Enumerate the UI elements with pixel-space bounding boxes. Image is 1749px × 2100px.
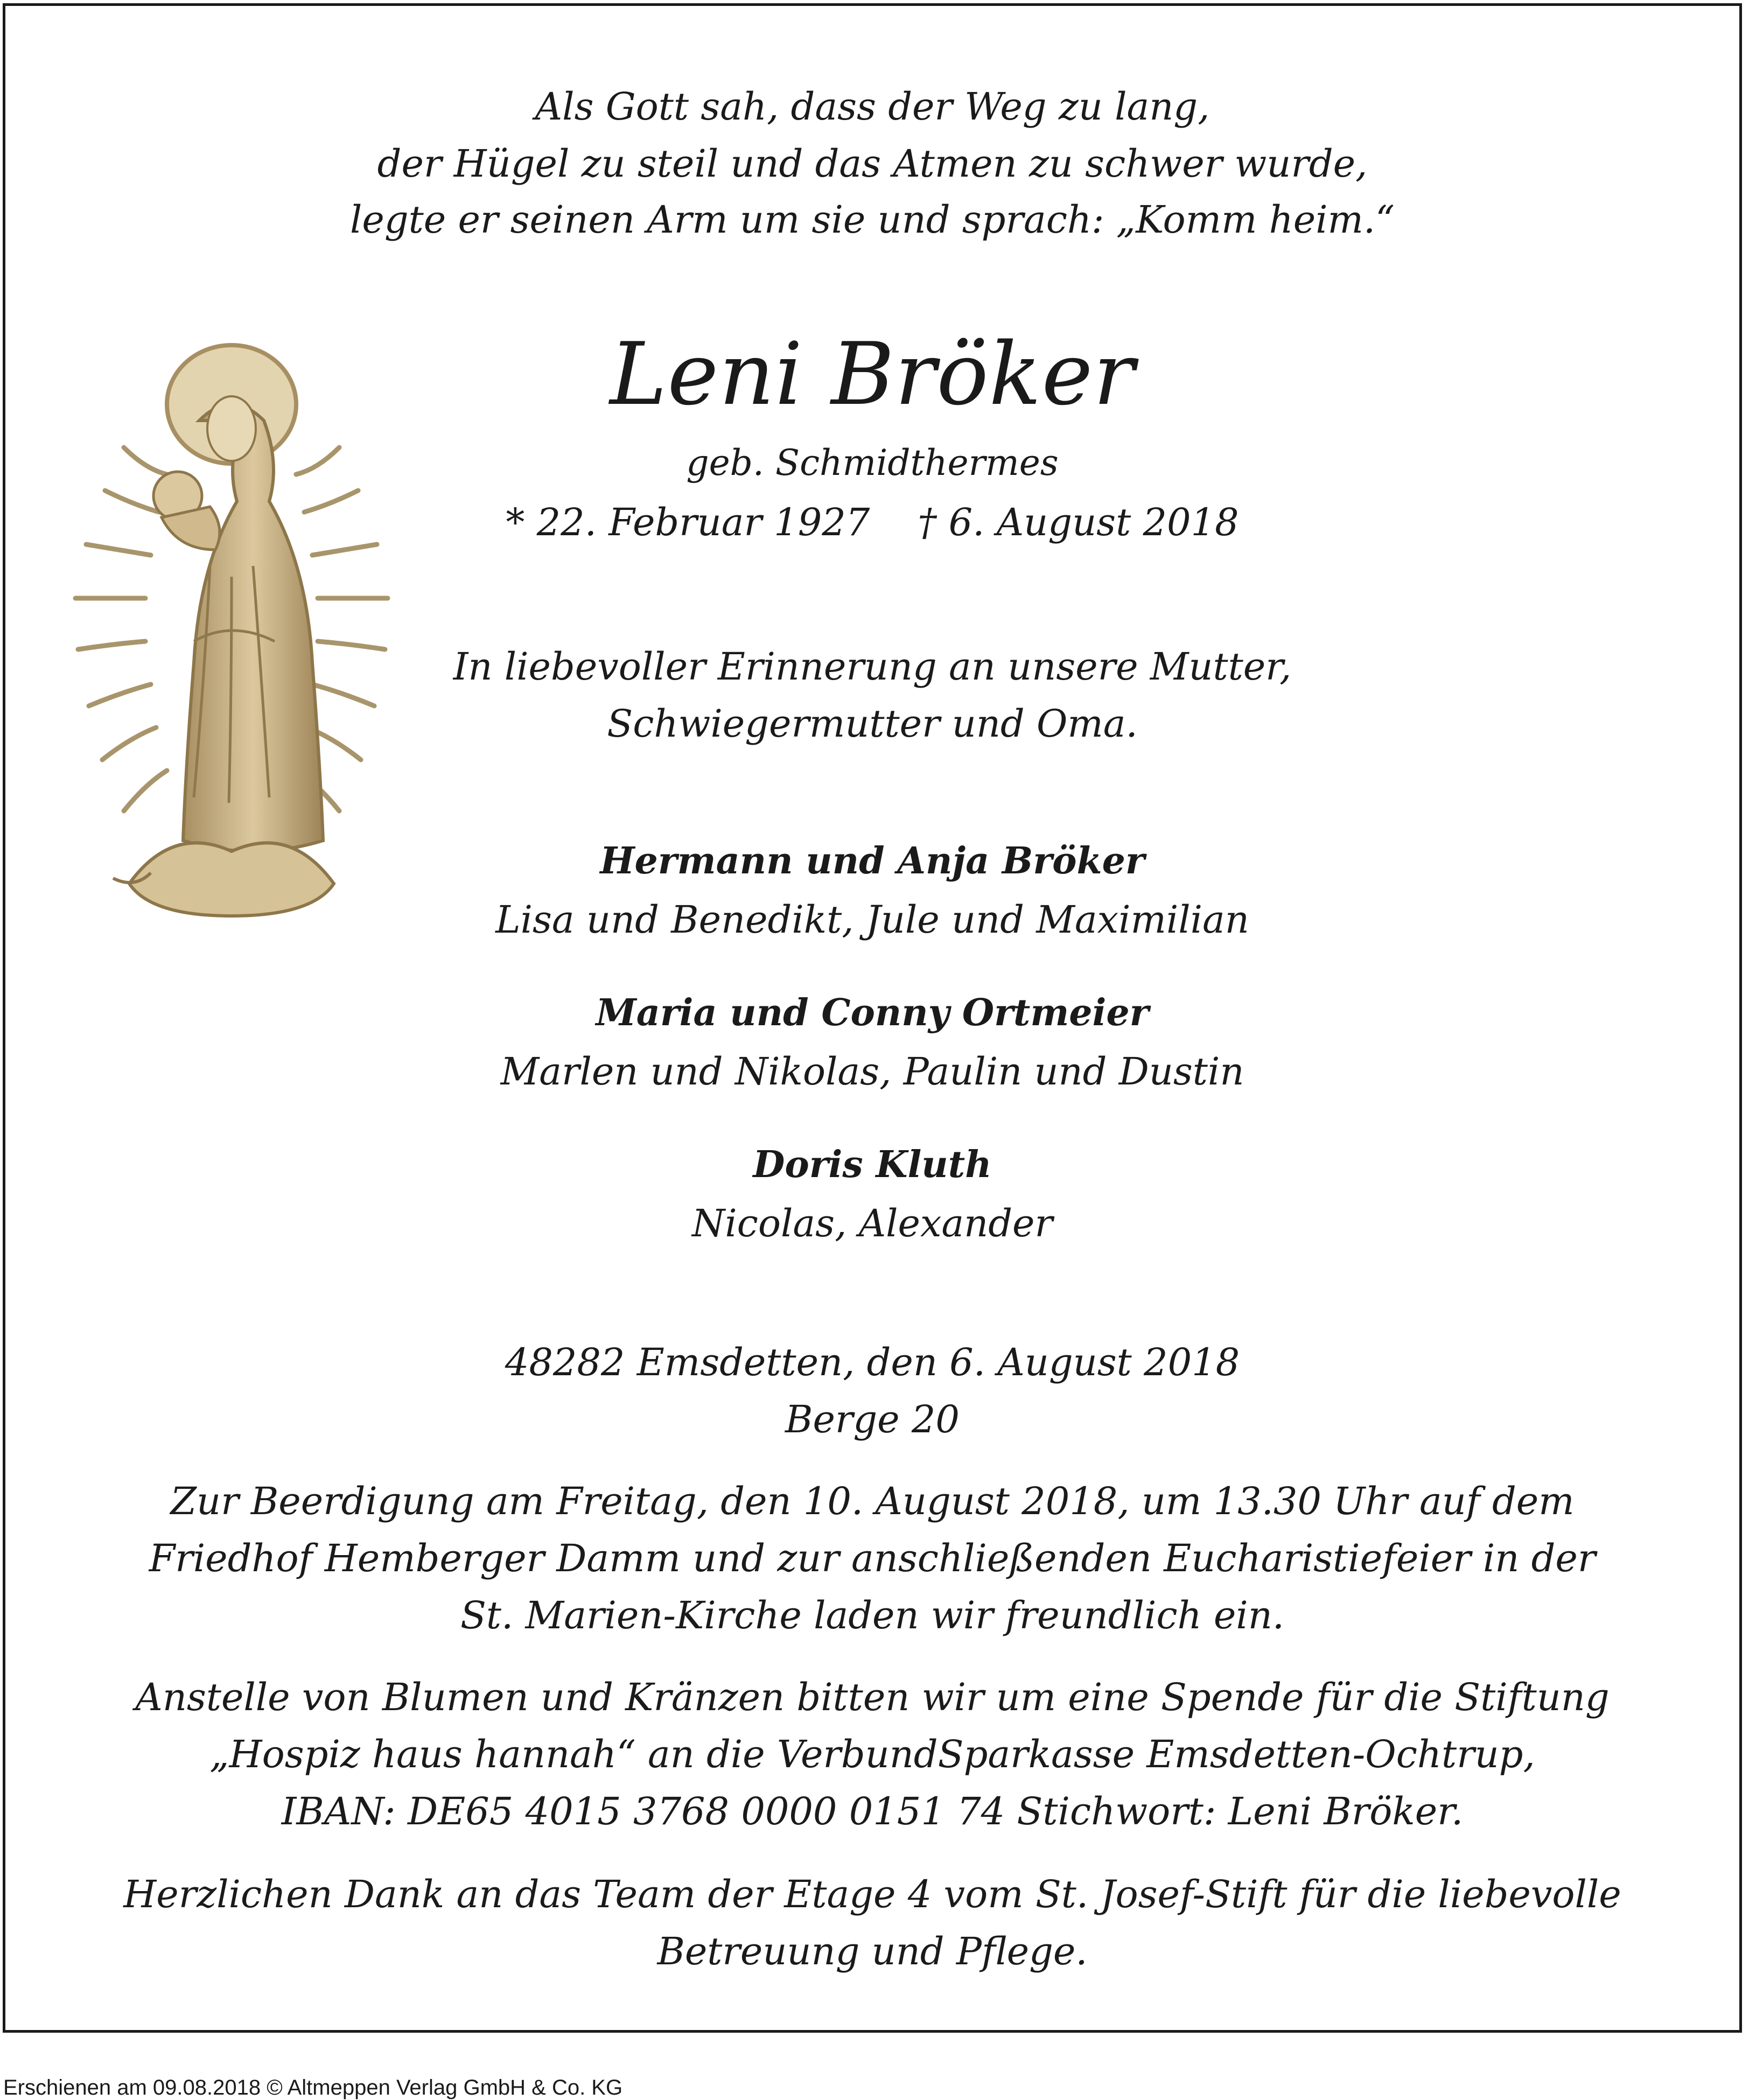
funeral-line-1: Zur Beerdigung am Freitag, den 10. August 2018, um 13.30 Uhr auf dem bbox=[170, 1479, 1575, 1523]
deceased-name: Leni Bröker bbox=[610, 324, 1135, 424]
remembrance-line-2: Schwiegermutter und Oma. bbox=[607, 702, 1138, 746]
notice-frame bbox=[3, 3, 1742, 2033]
family-children-1: Lisa und Benedikt, Jule und Maximilian bbox=[495, 898, 1249, 942]
poem-line-1: Als Gott sah, dass der Weg zu lang, bbox=[535, 85, 1210, 129]
thanks-line-2: Betreuung und Pflege. bbox=[657, 1929, 1088, 1973]
poem-line-3: legte er seinen Arm um sie und sprach: „Komm heim.“ bbox=[350, 198, 1395, 242]
funeral-line-3: St. Marien-Kirche laden wir freundlich ein. bbox=[460, 1593, 1285, 1637]
publication-footer: Erschienen am 09.08.2018 © Altmeppen Verlag GmbH & Co. KG bbox=[3, 2076, 623, 2099]
remembrance-line-1: In liebevoller Erinnerung an unsere Mutter, bbox=[453, 645, 1292, 689]
thanks-line-1: Herzlichen Dank an das Team der Etage 4 vom St. Josef-Stift für die liebevolle bbox=[123, 1872, 1621, 1916]
life-dates: * 22. Februar 1927 † 6. August 2018 bbox=[506, 500, 1239, 544]
place-date: 48282 Emsdetten, den 6. August 2018 bbox=[505, 1340, 1240, 1384]
poem-line-2: der Hügel zu steil und das Atmen zu schwer wurde, bbox=[377, 142, 1368, 186]
street-address: Berge 20 bbox=[785, 1397, 960, 1441]
family-children-2: Marlen und Nikolas, Paulin und Dustin bbox=[500, 1049, 1244, 1094]
family-head-3: Doris Kluth bbox=[753, 1143, 992, 1186]
family-children-3: Nicolas, Alexander bbox=[692, 1201, 1053, 1245]
family-head-1: Hermann und Anja Bröker bbox=[600, 839, 1145, 883]
funeral-line-2: Friedhof Hemberger Damm und zur anschließenden Eucharistiefeier in der bbox=[149, 1536, 1596, 1580]
donation-line-2: „Hospiz haus hannah“ an die VerbundSparkasse Emsdetten-Ochtrup, bbox=[209, 1732, 1535, 1776]
birth-name: geb. Schmidthermes bbox=[686, 442, 1059, 484]
donation-line-1: Anstelle von Blumen und Kränzen bitten wir um eine Spende für die Stiftung bbox=[135, 1675, 1610, 1719]
donation-line-3: IBAN: DE65 4015 3768 0000 0151 74 Stichwort: Leni Bröker. bbox=[281, 1789, 1464, 1833]
family-head-2: Maria und Conny Ortmeier bbox=[596, 991, 1149, 1034]
